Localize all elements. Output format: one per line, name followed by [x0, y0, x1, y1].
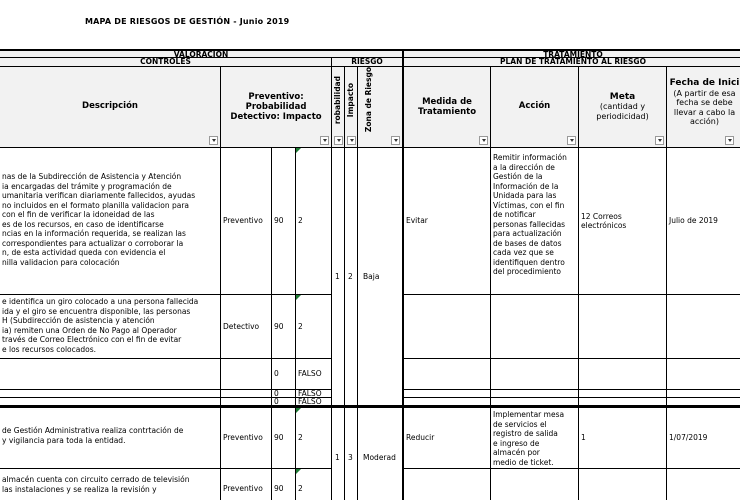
control-score-cell[interactable] [296, 406, 332, 469]
filter-dropdown-icon[interactable] [655, 136, 664, 145]
comment-marker-icon [296, 148, 301, 153]
control-value-cell[interactable]: 0 [272, 390, 296, 398]
control-type-cell[interactable] [221, 390, 272, 398]
treatment-start-date-cell[interactable]: 1/07/2019 [667, 406, 740, 469]
col-header-accion-label: Acción [518, 101, 551, 112]
filter-dropdown-icon[interactable] [391, 136, 400, 145]
treatment-action-cell[interactable]: Implementar mesa de servicios el registro de salida e ingreso de almacén por medio de ticket. [491, 406, 579, 469]
risk-zone-cell[interactable]: Baja [358, 148, 403, 406]
col-header-meta-title: Meta [609, 91, 636, 102]
probability-cell[interactable]: 1 [332, 406, 345, 500]
comment-marker-icon [296, 295, 301, 300]
control-score-cell[interactable] [296, 148, 332, 295]
control-score-value: 2 [298, 216, 303, 226]
control-value-cell[interactable]: 90 [272, 406, 296, 469]
control-score-value: 2 [298, 483, 303, 493]
control-value-cell[interactable]: 0 [272, 398, 296, 406]
col-header-zona [358, 67, 403, 148]
treatment-action-cell[interactable] [491, 295, 579, 359]
treatment-goal-cell[interactable] [579, 295, 667, 359]
treatment-action-cell[interactable] [491, 469, 579, 500]
control-type-cell[interactable] [221, 359, 272, 390]
header-riesgo: RIESGO [332, 58, 403, 67]
treatment-measure-cell[interactable] [403, 359, 491, 390]
comment-marker-icon [296, 469, 301, 474]
col-header-impacto-label: Impacto [346, 82, 356, 118]
control-score-cell[interactable]: FALSO [296, 398, 332, 406]
col-header-medida [403, 67, 491, 148]
treatment-measure-cell[interactable]: Reducir [403, 406, 491, 469]
col-header-probabilidad [332, 67, 345, 148]
control-score-value: 2 [298, 433, 303, 443]
filter-dropdown-icon[interactable] [209, 136, 218, 145]
control-description-cell[interactable]: almacén cuenta con circuito cerrado de televisión las instalaciones y se realiza la revisión y [0, 469, 221, 500]
treatment-action-cell[interactable]: Remitir información a la dirección de Gestión de la Información de la Unidada para las Víctimas, con el fin de notificar personas fallecidas para actualización de bases de datos cada vez que se identifiquen dentro del procedimiento [491, 148, 579, 295]
header-tratamiento: TRATAMIENTO [403, 49, 740, 58]
treatment-start-date-cell[interactable] [667, 469, 740, 500]
col-header-descripcion-label: Descripción [82, 101, 138, 112]
impact-cell[interactable]: 2 [345, 148, 358, 406]
col-header-meta-sub: (cantidad y periodicidad) [596, 102, 649, 121]
control-type-cell[interactable]: Preventivo [221, 469, 272, 500]
risk-zone-cell[interactable]: Moderad [358, 406, 403, 500]
col-header-preventivo [221, 67, 332, 148]
filter-dropdown-icon[interactable] [725, 136, 734, 145]
filter-dropdown-icon[interactable] [320, 136, 329, 145]
control-score-cell[interactable]: FALSO [296, 390, 332, 398]
header-controles: CONTROLES [0, 58, 332, 67]
control-type-cell[interactable]: Detectivo [221, 295, 272, 359]
filter-dropdown-icon[interactable] [334, 136, 343, 145]
control-score-cell[interactable]: FALSO [296, 359, 332, 390]
impact-cell[interactable]: 3 [345, 406, 358, 500]
col-header-preventivo-label: Preventivo: Probabilidad Detectivo: Impacto [230, 92, 322, 122]
risk-map-grid [0, 49, 740, 500]
treatment-action-cell[interactable] [491, 390, 579, 398]
control-description-cell[interactable]: e identifica un giro colocado a una persona fallecida ida y el giro se encuentra disponible, las personas H (Subdirección de asistencia y atención ia) remiten una Orden de No Pago al Operador través de Correo Electrónico con el fin de evitar e los recursos colocados. [0, 295, 221, 359]
control-description-cell[interactable]: nas de la Subdirección de Asistencia y Atención ia encargadas del trámite y programación de umanitaria verifican diariamente fallecidos, ayudas no incluidos en el formato planilla validacion para con el fin de verificar la idoneidad de las es de los recursos, en caso de identificarse ncias en la información requerida, se realizan las correspondientes para actualizar o corroborar la n, de esta actividad queda con evidencia el nilla validacion para colocación [0, 148, 221, 295]
control-score-cell[interactable] [296, 469, 332, 500]
treatment-measure-cell[interactable] [403, 390, 491, 398]
control-type-cell[interactable] [221, 398, 272, 406]
control-value-cell[interactable]: 0 [272, 359, 296, 390]
filter-dropdown-icon[interactable] [479, 136, 488, 145]
treatment-goal-cell[interactable] [579, 398, 667, 406]
control-value-cell[interactable]: 90 [272, 469, 296, 500]
col-header-probabilidad-label: robabilidad [333, 75, 343, 125]
control-score-cell[interactable] [296, 295, 332, 359]
col-header-medida-label: Medida de Tratamiento [417, 97, 477, 117]
col-header-zona-label: Zona de Riesgo [364, 67, 373, 133]
treatment-goal-cell[interactable]: 12 Correos electrónicos [579, 148, 667, 295]
header-plan-tratamiento: PLAN DE TRATAMIENTO AL RIESGO [403, 58, 740, 67]
col-header-impacto [345, 67, 358, 148]
filter-dropdown-icon[interactable] [347, 136, 356, 145]
col-header-meta [579, 67, 667, 148]
filter-dropdown-icon[interactable] [567, 136, 576, 145]
control-type-cell[interactable]: Preventivo [221, 406, 272, 469]
treatment-start-date-cell[interactable] [667, 398, 740, 406]
col-header-fecha [667, 67, 740, 148]
treatment-start-date-cell[interactable] [667, 359, 740, 390]
treatment-goal-cell[interactable]: 1 [579, 406, 667, 469]
treatment-start-date-cell[interactable]: Julio de 2019 [667, 148, 740, 295]
control-value-cell[interactable]: 90 [272, 148, 296, 295]
treatment-action-cell[interactable] [491, 359, 579, 390]
treatment-goal-cell[interactable] [579, 469, 667, 500]
header-valoracion: VALORACION [0, 49, 403, 58]
treatment-measure-cell[interactable]: Evitar [403, 148, 491, 295]
treatment-start-date-cell[interactable] [667, 390, 740, 398]
control-score-value: 2 [298, 321, 303, 331]
control-type-cell[interactable]: Preventivo [221, 148, 272, 295]
treatment-start-date-cell[interactable] [667, 295, 740, 359]
control-description-cell[interactable] [0, 359, 221, 390]
treatment-measure-cell[interactable] [403, 295, 491, 359]
comment-marker-icon [296, 408, 301, 413]
probability-cell[interactable]: 1 [332, 148, 345, 406]
treatment-action-cell[interactable] [491, 398, 579, 406]
treatment-measure-cell[interactable] [403, 469, 491, 500]
control-description-cell[interactable] [0, 398, 221, 406]
treatment-goal-cell[interactable] [579, 359, 667, 390]
treatment-measure-cell[interactable] [403, 398, 491, 406]
col-header-accion [491, 67, 579, 148]
control-description-cell[interactable]: de Gestión Administrativa realiza contrtación de y vigilancia para toda la entidad. [0, 406, 221, 469]
sheet-title: MAPA DE RIESGOS DE GESTIÓN - Junio 2019 [85, 17, 290, 26]
col-header-descripcion [0, 67, 221, 148]
control-description-cell[interactable] [0, 390, 221, 398]
treatment-goal-cell[interactable] [579, 390, 667, 398]
col-header-fecha-sub: (A partir de esa fecha se debe llevar a cabo la acción) [673, 88, 736, 126]
col-header-fecha-title: Fecha de Inici [669, 78, 740, 88]
control-value-cell[interactable]: 90 [272, 295, 296, 359]
